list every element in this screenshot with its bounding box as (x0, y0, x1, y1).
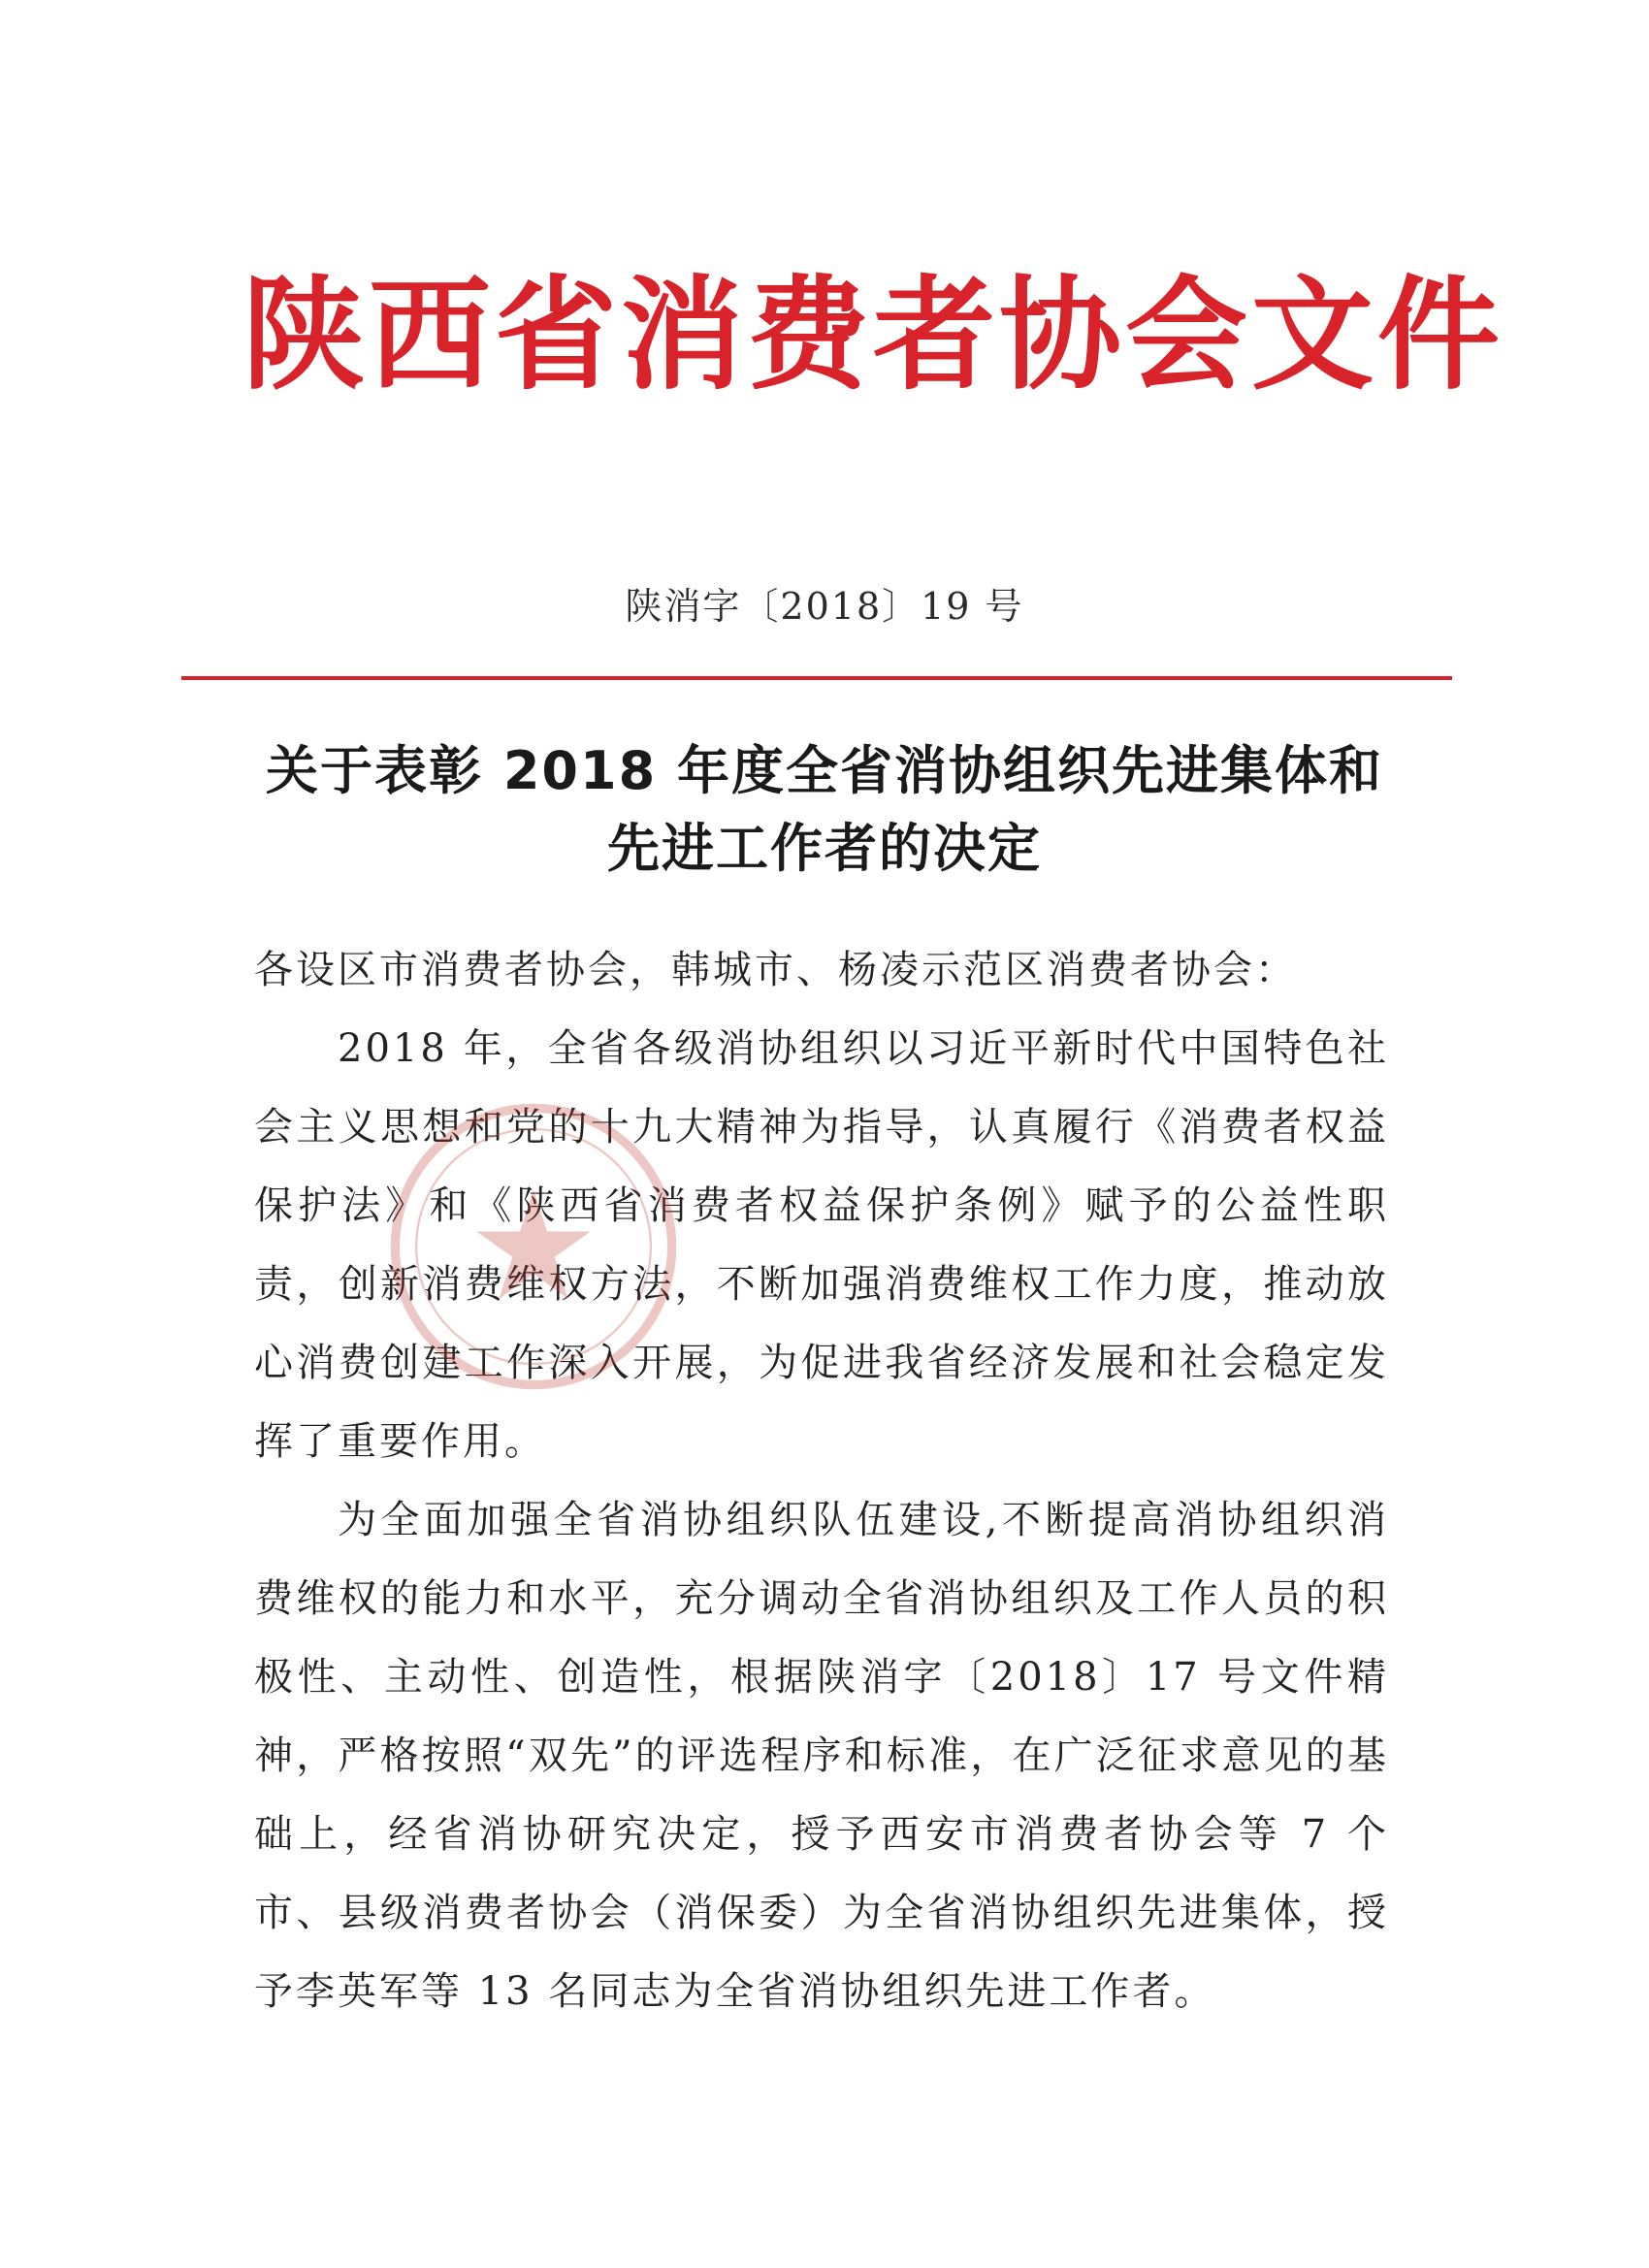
document-title-line-1: 关于表彰 2018 年度全省消协组织先进集体和 (266, 740, 1383, 801)
red-divider-line (181, 676, 1452, 680)
salutation: 各设区市消费者协会，韩城市、杨凌示范区消费者协会： (254, 948, 1297, 992)
body-paragraph-1: 2018 年，全省各级消协组织以习近平新时代中国特色社会主义思想和党的十九大精神为指导，认真履行《消费者权益保护法》和《陕西省消费者权益保护条例》赋予的公益性职责，创新消费维权方法，不断加强消费维权工作力度，推动放心消费创建工作深入开展，为促进我省经济发展和社会稳定发挥了重要作用。 (254, 1026, 1389, 1464)
document-number: 陕消字〔2018〕19 号 (625, 585, 1024, 628)
document-title (0, 732, 1649, 888)
org-header-title: 陕西省消费者协会文件 (242, 263, 1504, 406)
body-paragraph-2: 为全面加强全省消协组织队伍建设,不断提高消协组织消费维权的能力和水平，充分调动全省消协组织及工作人员的积极性、主动性、创造性，根据陕消字〔2018〕17 号文件精神，严格按照“双先”的评选程序和标准，在广泛征求意见的基础上，经省消协研究决定，授予西安市消费者协会等 7 个市、县级消费者协会（消保委）为全省消协组织先进集体，授予李英军等 13 名同志为全省消协组织先进工作者。 (254, 1498, 1389, 2014)
document-title-line-2: 先进工作者的决定 (607, 818, 1042, 879)
document-body (254, 931, 1389, 2031)
